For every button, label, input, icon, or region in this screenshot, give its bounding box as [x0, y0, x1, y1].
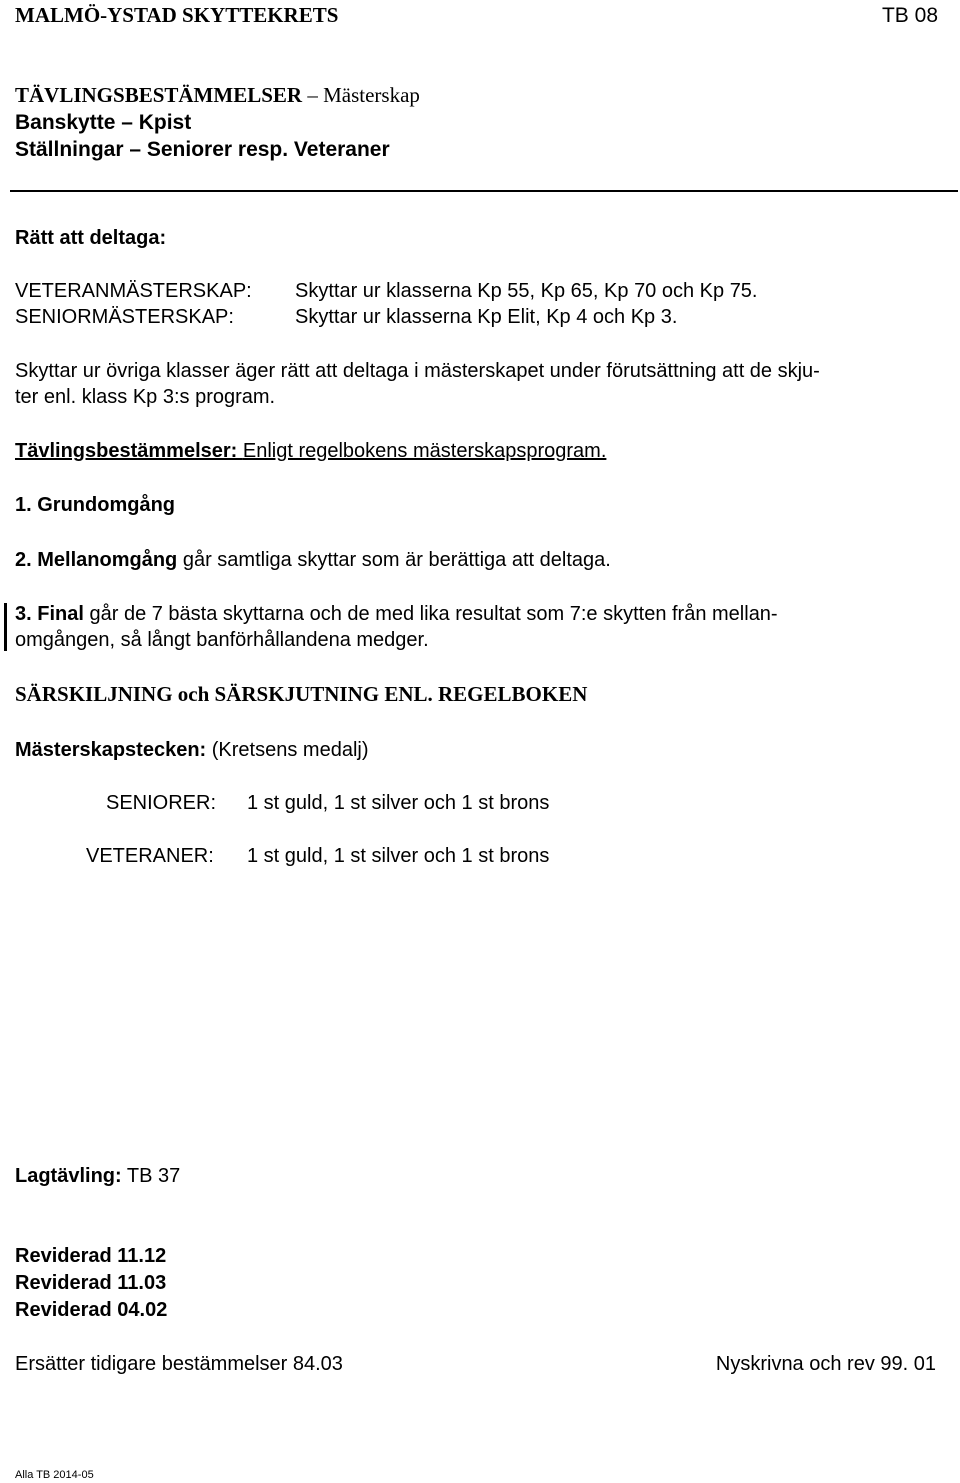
title-divider — [10, 190, 958, 192]
senior-medals-label: SENIORER: — [106, 792, 217, 814]
eligibility-heading: Rätt att deltaga: — [15, 227, 167, 249]
round-1-number: 1. — [15, 494, 38, 516]
round-2-text: går samtliga skyttar som är berättiga att deltaga. — [177, 549, 611, 571]
veteran-medals-text: 1 st guld, 1 st silver och 1 st brons — [247, 845, 550, 867]
title-main: TÄVLINGSBESTÄMMELSER — [15, 83, 303, 107]
round-3-line-1 — [15, 602, 778, 626]
tiebreak-rule: SÄRSKILJNING och SÄRSKJUTNING ENL. REGELBOKEN — [15, 682, 588, 706]
revision-2: Reviderad 11.03 — [15, 1272, 167, 1294]
round-3-text: går de 7 bästa skyttarna och de med lika resultat som 7:e skytten från mellan- — [83, 603, 778, 625]
senior-champ-label: SENIORMÄSTERSKAP: — [15, 306, 234, 328]
senior-medals-text: 1 st guld, 1 st silver och 1 st brons — [247, 792, 550, 814]
round-2-number: 2. — [15, 549, 38, 571]
veteran-champ-label: VETERANMÄSTERSKAP: — [15, 280, 252, 302]
revision-bar — [4, 603, 7, 651]
title-line-2: Banskytte – Kpist — [15, 111, 192, 134]
medals — [15, 738, 369, 762]
title-sub: – Mästerskap — [302, 83, 420, 107]
team-competition-ref: TB 37 — [121, 1165, 181, 1187]
replaces-note: Ersätter tidigare bestämmelser 84.03 — [15, 1353, 343, 1375]
senior-champ-text: Skyttar ur klasserna Kp Elit, Kp 4 och Kp 3. — [295, 306, 678, 328]
revision-3: Reviderad 04.02 — [15, 1299, 168, 1321]
medals-note: (Kretsens medalj) — [206, 739, 369, 761]
document-code: TB 08 — [881, 4, 938, 27]
competition-rules — [15, 439, 606, 463]
round-2 — [15, 548, 611, 572]
club-name: MALMÖ-YSTAD SKYTTEKRETS — [15, 3, 339, 27]
round-1 — [15, 493, 175, 517]
other-classes-line-1: Skyttar ur övriga klasser äger rätt att deltaga i mästerskapet under förutsättning att de skju- — [15, 360, 820, 382]
round-2-name: Mellanomgång — [37, 549, 178, 571]
other-classes-line-2: ter enl. klass Kp 3:s program. — [15, 386, 276, 408]
veteran-medals-label: VETERANER: — [86, 845, 214, 867]
title-line-3: Ställningar – Seniorer resp. Veteraner — [15, 138, 390, 161]
competition-rules-text: Enligt regelbokens mästerskapsprogram. — [242, 440, 607, 462]
round-3-line-2: omgången, så långt banförhållandena medger. — [15, 629, 429, 651]
team-competition — [15, 1164, 180, 1188]
medals-label: Mästerskapstecken: — [15, 739, 207, 761]
team-competition-label: Lagtävling: — [15, 1165, 122, 1187]
title-line-1 — [15, 83, 420, 108]
new-and-revised-note: Nyskrivna och rev 99. 01 — [715, 1353, 936, 1375]
round-3-number: 3. — [15, 603, 38, 625]
veteran-champ-text: Skyttar ur klasserna Kp 55, Kp 65, Kp 70 och Kp 75. — [295, 280, 758, 302]
round-1-name: Grundomgång — [37, 494, 176, 516]
round-3-name: Final — [37, 603, 84, 625]
competition-rules-label: Tävlingsbestämmelser: — [15, 440, 243, 462]
all-tb-date: Alla TB 2014-05 — [15, 1469, 94, 1481]
revision-1: Reviderad 11.12 — [15, 1245, 167, 1267]
